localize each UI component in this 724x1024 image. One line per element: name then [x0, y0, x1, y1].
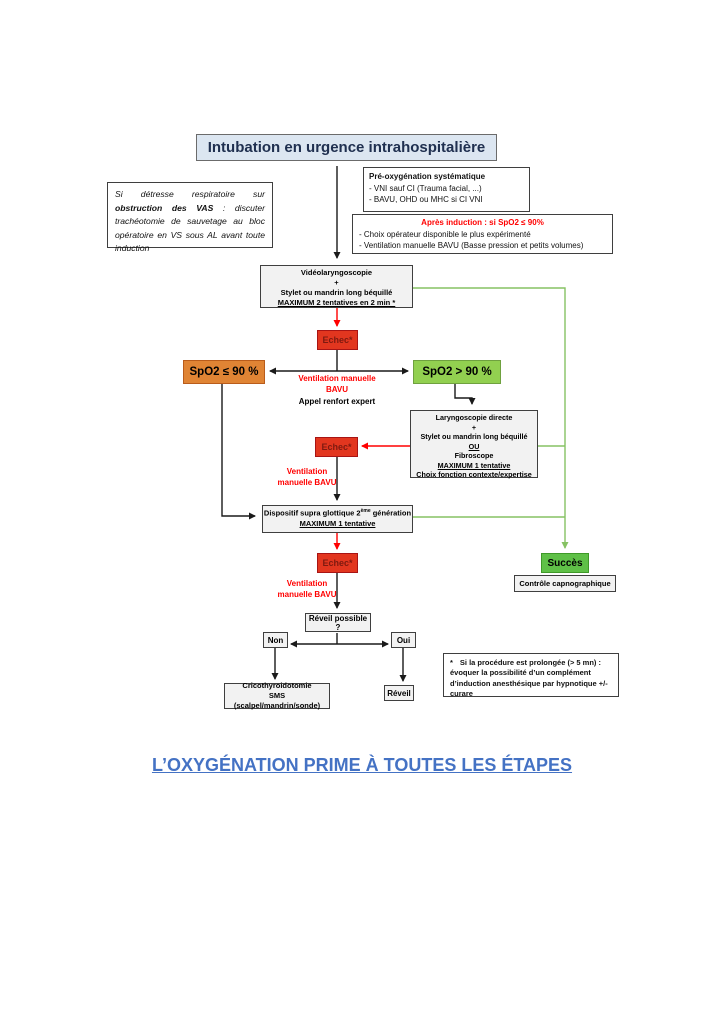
- footer-banner-text: L’OXYGÉNATION PRIME À TOUTES LES ÉTAPES: [151, 755, 573, 775]
- videolaryngoscopie-max: MAXIMUM 2 tentatives en 2 min *: [277, 297, 396, 307]
- laryngoscopie-line: Fibroscope: [454, 451, 494, 461]
- reveil-possible-label: Réveil possible ?: [308, 613, 368, 632]
- vas-warning-box: [107, 182, 273, 254]
- arrow-spo2low-to-dsg: [222, 384, 255, 516]
- videolaryngoscopie-line: Stylet ou mandrin long béquillé: [280, 287, 393, 297]
- dispositif-supra-glottique-node: [262, 505, 413, 533]
- appel-renfort-label: Appel renfort expert: [298, 396, 376, 406]
- succes-label: Succès: [547, 557, 583, 569]
- crico-line: SMS (scalpel/mandrin/sonde): [233, 690, 321, 711]
- capnographie-label: Contrôle capnographique: [519, 579, 611, 588]
- footnote-box: [443, 653, 619, 697]
- spo2-low-label: SpO2 ≤ 90 %: [189, 366, 259, 378]
- laryngoscopie-line: Laryngoscopie directe: [435, 413, 513, 422]
- echec-label: Echec*: [321, 442, 352, 452]
- spo2-high-node: [413, 360, 501, 384]
- vas-warning-bold: obstruction des VAS: [115, 202, 214, 213]
- cricothyroidotomie-node: [224, 680, 330, 711]
- videolaryngoscopie-line: Vidéolaryngoscopie: [300, 268, 373, 277]
- ventilation-bavu-annotation-3: [262, 579, 352, 601]
- dsg-line1-post: génération: [370, 508, 412, 518]
- non-label: Non: [267, 635, 284, 645]
- preoxygenation-title: Pré-oxygénation systématique: [369, 172, 486, 181]
- capnographie-node: [514, 575, 616, 592]
- apres-induction-box: [352, 214, 613, 254]
- footnote-star: *: [450, 658, 453, 667]
- page-title-text: Intubation en urgence intrahospitalière: [207, 139, 486, 156]
- dsg-line1-pre: Dispositif supra glottique 2: [263, 508, 361, 518]
- non-node: [263, 632, 288, 648]
- apres-induction-title: Après induction : si SpO2 ≤ 90%: [421, 218, 544, 227]
- ou-label: OU: [468, 441, 480, 451]
- apres-induction-item: - Ventilation manuelle BAVU (Basse pression et petits volumes): [359, 241, 584, 251]
- ventilation-line: Ventilation: [286, 579, 328, 588]
- ventilation-line: Ventilation manuelle: [298, 374, 376, 383]
- reveil-label: Réveil: [387, 688, 411, 698]
- ventilation-line: manuelle BAVU: [277, 589, 337, 599]
- plus-sign: +: [334, 277, 339, 287]
- vas-warning-suffix: : discuter trachéotomie de sauvetage au bloc opératoire en VS sous AL avant toute induction: [115, 202, 265, 254]
- plus-sign: +: [471, 422, 477, 432]
- echec-label: Echec*: [322, 558, 353, 568]
- ventilation-bavu-annotation: [277, 374, 397, 407]
- footer-banner: [0, 755, 724, 776]
- preoxygenation-item: - BAVU, OHD ou MHC si CI VNI: [369, 195, 483, 205]
- echec-node-1: [317, 330, 358, 350]
- dsg-line1: [264, 508, 411, 519]
- laryngoscopie-node: [410, 410, 538, 478]
- apres-induction-item: - Choix opérateur disponible le plus expérimenté: [359, 229, 531, 239]
- crico-line: Cricothyroidotomie: [242, 680, 312, 690]
- laryngoscopie-max: MAXIMUM 1 tentative: [437, 460, 511, 470]
- ventilation-line: BAVU: [325, 384, 349, 394]
- ventilation-bavu-annotation-2: [262, 467, 352, 489]
- laryngoscopie-line: Stylet ou mandrin long béquillé: [420, 432, 528, 442]
- spo2-high-label: SpO2 > 90 %: [422, 366, 492, 378]
- footnote-text: Si la procédure est prolongée (> 5 mn) : évoquer la possibilité d’un complément d’induction anesthésique par hypnotique +/- curare: [450, 658, 608, 699]
- videolaryngoscopie-node: [260, 265, 413, 308]
- dsg-max: MAXIMUM 1 tentative: [299, 518, 376, 528]
- page-title: [196, 134, 497, 161]
- reveil-possible-node: [305, 613, 371, 632]
- succes-node: [541, 553, 589, 573]
- ventilation-line: Ventilation: [286, 467, 328, 476]
- arrow-spo2high-to-laryngo: [455, 384, 472, 404]
- preoxygenation-box: [363, 167, 530, 212]
- reveil-node: [384, 685, 414, 701]
- dsg-line1-sup: ème: [360, 508, 371, 514]
- preoxygenation-item: - VNI sauf CI (Trauma facial, ...): [369, 183, 482, 193]
- laryngoscopie-line: Choix fonction contexte/expertise: [416, 470, 532, 480]
- echec-label: Echec*: [322, 335, 353, 345]
- oui-label: Oui: [396, 635, 411, 645]
- echec-node-3: [317, 553, 358, 573]
- vas-warning-prefix: Si détresse respiratoire sur: [115, 189, 265, 199]
- echec-node-2: [315, 437, 358, 457]
- ventilation-line: manuelle BAVU: [277, 477, 337, 487]
- oui-node: [391, 632, 416, 648]
- spo2-low-node: [183, 360, 265, 384]
